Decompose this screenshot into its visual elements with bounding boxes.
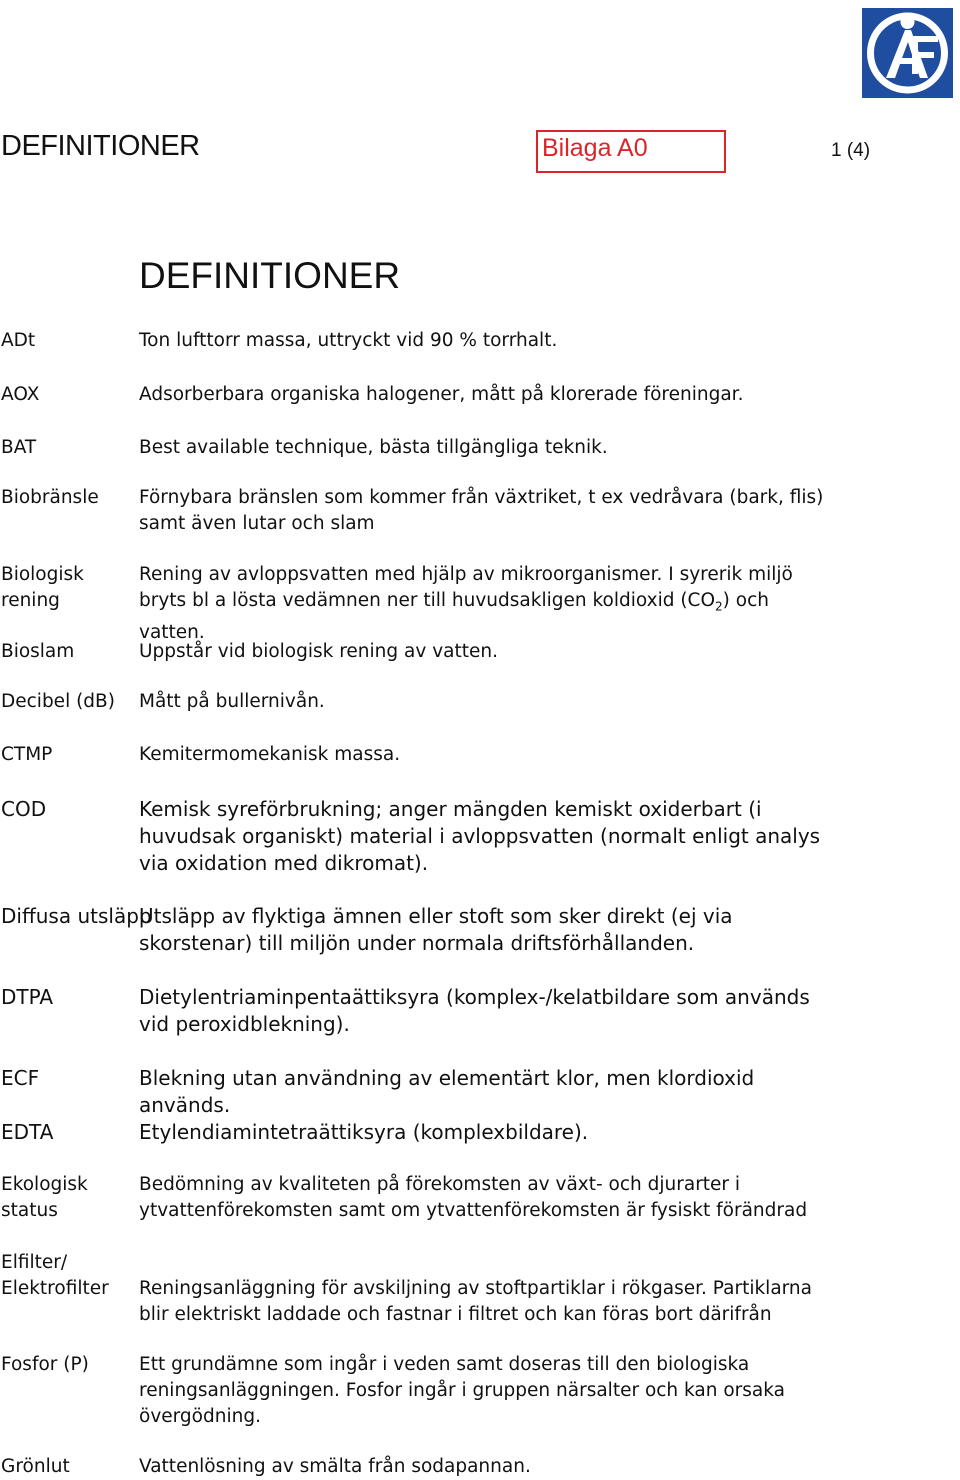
af-logo-icon	[862, 8, 953, 98]
definition: Utsläpp av flyktiga ämnen eller stoft som sker direkt (ej via skorstenar) till miljön under normala driftsförhållanden.	[139, 904, 733, 955]
definition: Adsorberbara organiska halogener, mått på klorerade föreningar.	[139, 384, 744, 405]
definition: Dietylentriaminpentaättiksyra (komplex-/kelatbildare som används vid peroxidblekning).	[139, 985, 810, 1036]
term: Bioslam	[1, 641, 75, 662]
definition: Kemisk syreförbrukning; anger mängden kemiskt oxiderbart (i huvudsak organiskt) material i avloppsvatten (normalt enligt analys via oxidation med dikromat).	[139, 797, 821, 875]
document-title: DEFINITIONER	[1, 130, 200, 162]
term: Decibel (dB)	[1, 691, 115, 712]
page-number: 1 (4)	[831, 140, 871, 161]
bilaga-label: Bilaga A0	[542, 134, 648, 162]
definition: Bedömning av kvaliteten på förekomsten av växt- och djurarter i ytvattenförekomsten samt om ytvattenförekomsten är fysiskt förändrad	[139, 1174, 808, 1221]
subscript: 2	[715, 599, 723, 614]
definition: Förnybara bränslen som kommer från växtriket, t ex vedråvara (bark, flis) samt även lutar och slam	[139, 487, 824, 534]
term: ADt	[1, 330, 36, 351]
definition: Blekning utan användning av elementärt klor, men klordioxid används.	[139, 1066, 755, 1117]
definition: Best available technique, bästa tillgängliga teknik.	[139, 437, 608, 458]
definition: Mått på bullernivån.	[139, 691, 325, 712]
term: Biobränsle	[1, 487, 99, 508]
term: Ekologisk status	[1, 1174, 88, 1221]
term: AOX	[1, 384, 40, 405]
term: DTPA	[1, 985, 54, 1009]
definition: Etylendiamintetraättiksyra (komplexbildare).	[139, 1120, 589, 1144]
definition	[139, 562, 829, 646]
term: Fosfor (P)	[1, 1354, 89, 1375]
term: Biologisk rening	[1, 564, 84, 611]
page-heading: DEFINITIONER	[139, 255, 401, 296]
term: EDTA	[1, 1120, 54, 1144]
definition: Reningsanläggning för avskiljning av stoftpartiklar i rökgaser. Partiklarna blir elektriskt laddade och fastnar i filtret och kan föras bort därifrån	[139, 1278, 812, 1325]
definition-text: Rening av avloppsvatten med hjälp av mikroorganismer. I syrerik miljö bryts bl a lösta vedämnen ner till huvudsakligen koldioxid (CO	[139, 564, 793, 611]
definition: Vattenlösning av smälta från sodapannan.	[139, 1456, 531, 1477]
definition-text: ) och vatten.	[139, 590, 769, 643]
term: COD	[1, 797, 47, 821]
term: Grönlut	[1, 1456, 70, 1477]
definition: Ton lufttorr massa, uttryckt vid 90 % torrhalt.	[139, 330, 558, 351]
term: BAT	[1, 437, 37, 458]
definition: Uppstår vid biologisk rening av vatten.	[139, 641, 498, 662]
term: ECF	[1, 1066, 40, 1090]
definition: Kemitermomekanisk massa.	[139, 744, 401, 765]
term: Elfilter/ Elektrofilter	[1, 1252, 109, 1299]
bilaga-label-box	[536, 130, 726, 173]
definition: Ett grundämne som ingår i veden samt doseras till den biologiska reningsanläggningen. Fosfor ingår i gruppen närsalter och kan orsaka övergödning.	[139, 1354, 785, 1427]
term: Diffusa utsläpp	[1, 904, 152, 928]
term: CTMP	[1, 744, 53, 765]
